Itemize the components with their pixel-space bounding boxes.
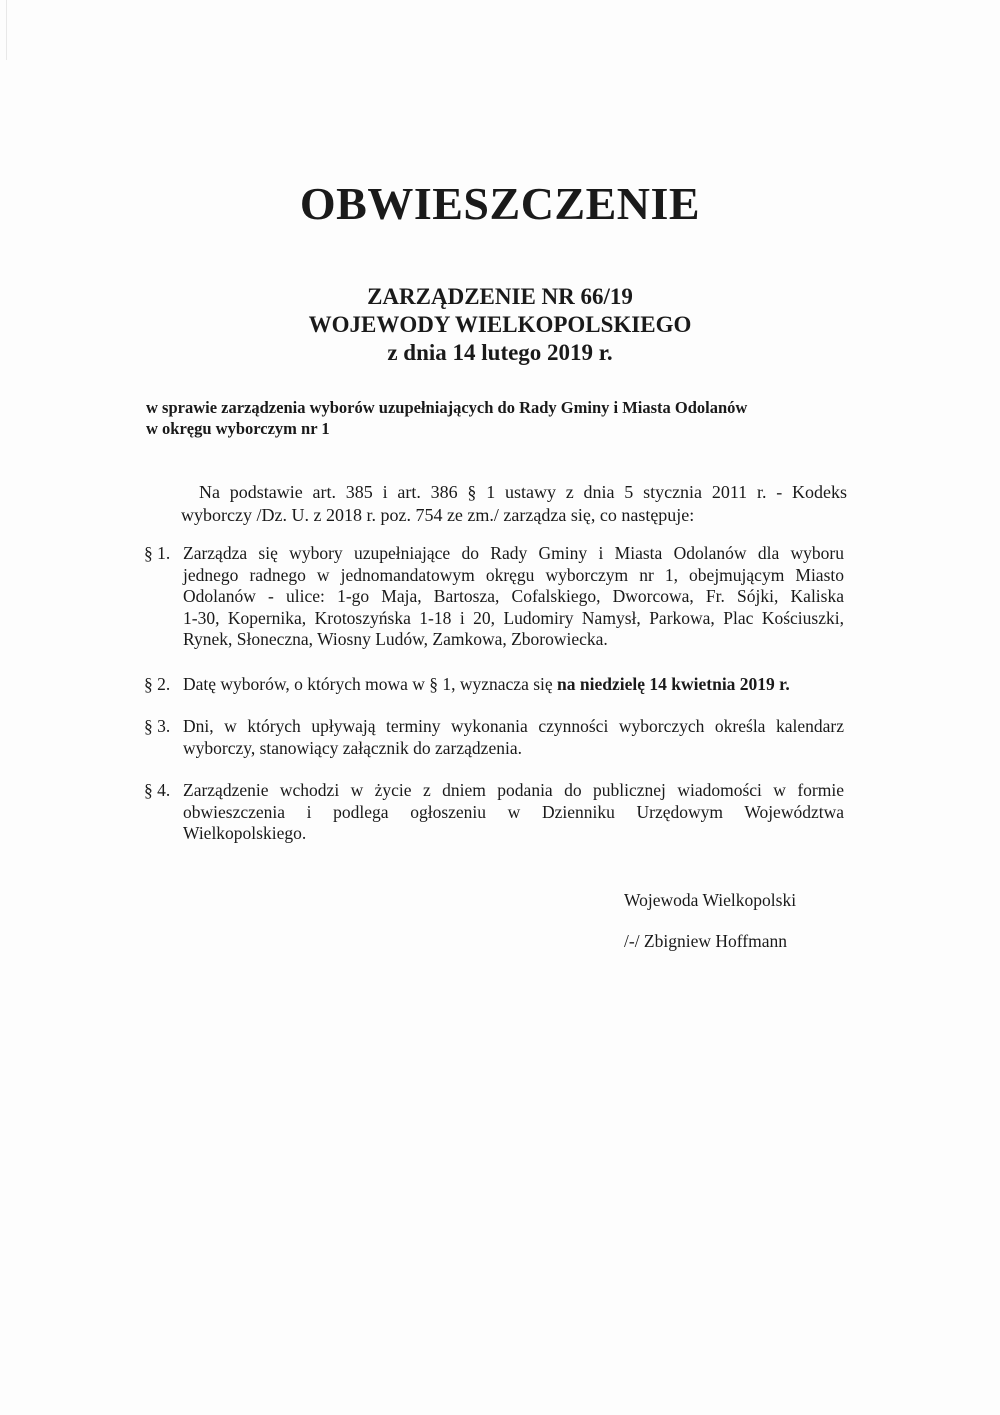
scan-edge-mark <box>6 0 7 60</box>
signature-name: /-/ Zbigniew Hoffmann <box>624 931 787 951</box>
order-number: ZARZĄDZENIE NR 66/19 <box>367 284 633 309</box>
paragraph-number: § 3. <box>144 716 171 736</box>
paragraph-body <box>183 716 844 759</box>
election-date: na niedzielę 14 kwietnia 2019 r. <box>557 674 790 694</box>
paragraph-line <box>183 674 844 696</box>
document-title: OBWIESZCZENIE <box>299 178 701 229</box>
subject-line: w sprawie zarządzenia wyborów uzupełniających do Rady Gminy i Miasta Odolanów <box>146 398 748 417</box>
paragraph-body <box>183 674 844 696</box>
paragraph-number: § 4. <box>144 780 171 800</box>
paragraph-line: Zarządzenie wchodzi w życie z dniem podania do publicznej wiadomości w formie <box>183 780 844 800</box>
basis-line: Na podstawie art. 385 i art. 386 § 1 ustawy z dnia 5 stycznia 2011 r. - Kodeks <box>199 482 847 502</box>
order-heading <box>0 283 1000 367</box>
paragraph-1 <box>144 543 844 651</box>
order-subject <box>146 397 866 439</box>
paragraph-line: wyborczy, stanowiący załącznik do zarządzenia. <box>183 737 522 758</box>
paragraph-line: jednego radnego w jednomandatowym okręgu wyborczym nr 1, obejmującym Miasto <box>183 564 844 585</box>
paragraph-line: Rynek, Słoneczna, Wiosny Ludów, Zamkowa, Zborowiecka. <box>183 629 608 649</box>
order-issuer: WOJEWODY WIELKOPOLSKIEGO <box>308 312 692 337</box>
paragraph-3 <box>144 716 844 759</box>
legal-basis <box>181 481 847 527</box>
paragraph-line: Zarządza się wybory uzupełniające do Rady Gminy i Miasta Odolanów dla wyboru <box>183 543 844 563</box>
paragraph-line: Odolanów - ulice: 1-go Maja, Bartosza, Cofalskiego, Dworcowa, Fr. Sójki, Kaliska <box>183 586 844 606</box>
paragraph-body <box>183 780 844 845</box>
paragraph-line: obwieszczenia i podlega ogłoszeniu w Dzienniku Urzędowym Województwa <box>183 801 844 822</box>
basis-line: wyborczy /Dz. U. z 2018 r. poz. 754 ze zm./ zarządza się, co następuje: <box>181 505 695 525</box>
paragraph-body <box>183 543 844 651</box>
paragraph-line: Wielkopolskiego. <box>183 823 307 843</box>
subject-line: w okręgu wyborczym nr 1 <box>146 419 330 438</box>
paragraph-number: § 1. <box>144 543 171 563</box>
signature-office: Wojewoda Wielkopolski <box>624 890 797 910</box>
paragraph-2 <box>144 674 844 696</box>
paragraph-line: Dni, w których upływają terminy wykonania czynności wyborczych określa kalendarz <box>183 716 844 736</box>
paragraph-line: 1-30, Kopernika, Krotoszyńska 1-18 i 20, Ludomiry Namysł, Parkowa, Plac Kościuszki, <box>183 607 844 628</box>
election-date-intro: Datę wyborów, o których mowa w § 1, wyznacza się <box>183 674 558 694</box>
order-date: z dnia 14 lutego 2019 r. <box>387 340 613 365</box>
paragraph-4 <box>144 780 844 845</box>
paragraph-number: § 2. <box>144 674 171 694</box>
